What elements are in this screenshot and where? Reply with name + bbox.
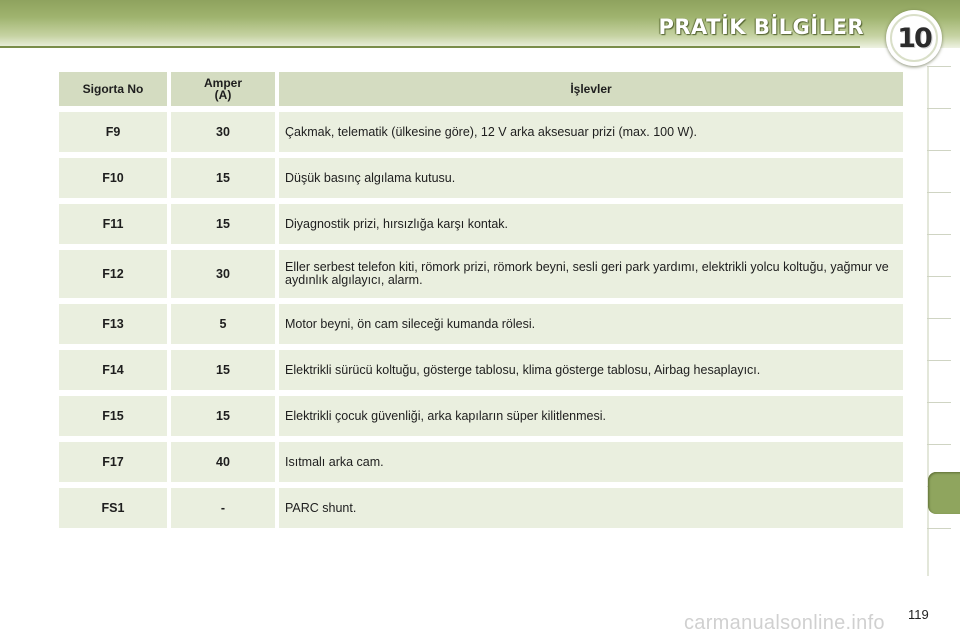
ampere-cell: 30: [171, 250, 275, 298]
chapter-tab[interactable]: [927, 360, 951, 402]
chapter-tab[interactable]: [927, 66, 951, 108]
fuse-table: [55, 66, 907, 534]
function-cell: Çakmak, telematik (ülkesine göre), 12 V arka aksesuar prizi (max. 100 W).: [279, 112, 903, 152]
ampere-cell: 40: [171, 442, 275, 482]
chapter-tab[interactable]: [927, 528, 951, 570]
table-header-row: [59, 72, 903, 106]
header-divider: [0, 46, 860, 48]
ampere-cell: 5: [171, 304, 275, 344]
function-cell: Elektrikli çocuk güvenliği, arka kapıların süper kilitlenmesi.: [279, 396, 903, 436]
function-cell: PARC shunt.: [279, 488, 903, 528]
table-row: [59, 158, 903, 198]
fuse-no-cell: F12: [59, 250, 167, 298]
ampere-cell: 15: [171, 158, 275, 198]
header-ampere-text: Amper (A): [203, 76, 242, 102]
fuse-no-cell: F15: [59, 396, 167, 436]
chapter-tab[interactable]: [927, 234, 951, 276]
fuse-no-cell: F13: [59, 304, 167, 344]
chapter-tab[interactable]: [927, 276, 951, 318]
fuse-no-cell: F10: [59, 158, 167, 198]
chapter-title: PRATİK BİLGİLER: [658, 15, 864, 39]
function-cell: Motor beyni, ön cam sileceği kumanda rölesi.: [279, 304, 903, 344]
table-row: [59, 112, 903, 152]
function-cell: Düşük basınç algılama kutusu.: [279, 158, 903, 198]
table-row: [59, 442, 903, 482]
table-row: [59, 396, 903, 436]
chapter-tab[interactable]: [927, 192, 951, 234]
table-row: [59, 304, 903, 344]
table-row: [59, 488, 903, 528]
ampere-cell: 15: [171, 396, 275, 436]
header-ampere: [171, 72, 275, 106]
chapter-tab[interactable]: [927, 150, 951, 192]
fuse-no-cell: F17: [59, 442, 167, 482]
function-cell: Diyagnostik prizi, hırsızlığa karşı kontak.: [279, 204, 903, 244]
table-row: [59, 204, 903, 244]
function-cell: Elektrikli sürücü koltuğu, gösterge tablosu, klima gösterge tablosu, Airbag hesaplayıcı.: [279, 350, 903, 390]
fuse-no-cell: F9: [59, 112, 167, 152]
chapter-tab[interactable]: [927, 108, 951, 150]
fuse-no-cell: FS1: [59, 488, 167, 528]
function-cell: Eller serbest telefon kiti, römork prizi, römork beyni, sesli geri park yardımı, elektrikli yolcu koltuğu, yağmur ve aydınlık algılayıcı, alarm.: [279, 250, 903, 298]
chapter-tab-active[interactable]: [928, 472, 960, 514]
watermark: carmanualsonline.info: [684, 612, 885, 634]
chapter-tab[interactable]: [927, 318, 951, 360]
ampere-cell: 15: [171, 204, 275, 244]
function-cell: Isıtmalı arka cam.: [279, 442, 903, 482]
chapter-number: 10: [890, 14, 938, 62]
table-row: [59, 350, 903, 390]
fuse-no-cell: F11: [59, 204, 167, 244]
page-number: 119: [908, 607, 929, 622]
table-row: [59, 250, 903, 298]
chapter-tab[interactable]: [927, 402, 951, 444]
chapter-badge: [886, 10, 942, 66]
fuse-no-cell: F14: [59, 350, 167, 390]
ampere-cell: -: [171, 488, 275, 528]
ampere-cell: 15: [171, 350, 275, 390]
header-functions: İşlevler: [279, 72, 903, 106]
ampere-cell: 30: [171, 112, 275, 152]
header-fuse-no: Sigorta No: [59, 72, 167, 106]
